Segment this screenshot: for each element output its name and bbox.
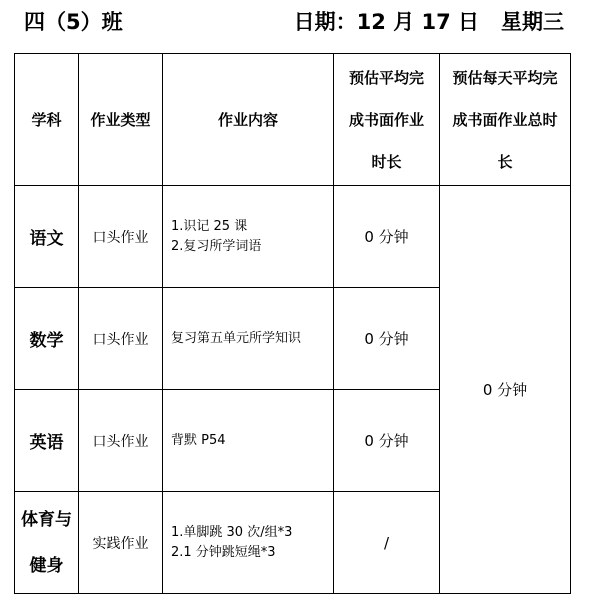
type-cell: 实践作业 bbox=[79, 492, 163, 594]
col-header-daily-total-line: 预估每天平均完 bbox=[452, 68, 558, 87]
content-line: 复习第五单元所学知识 bbox=[171, 330, 302, 346]
content-line: 2.复习所学词语 bbox=[171, 238, 262, 254]
content-line: 1.识记 25 课 bbox=[171, 218, 248, 234]
subject-line: 健身 bbox=[29, 555, 64, 576]
content-cell bbox=[163, 288, 334, 390]
type-cell: 口头作业 bbox=[79, 390, 163, 492]
col-header-daily-total bbox=[440, 54, 571, 186]
content-line: 2.1 分钟跳短绳*3 bbox=[171, 544, 276, 560]
time-cell: / bbox=[334, 492, 440, 594]
type-cell: 口头作业 bbox=[79, 186, 163, 288]
weekday-label: 星期三 bbox=[501, 10, 564, 34]
subject-cell bbox=[15, 492, 79, 594]
subject-cell: 语文 bbox=[15, 186, 79, 288]
col-header-est-time-line: 预估平均完 bbox=[348, 68, 424, 87]
time-cell: 0 分钟 bbox=[334, 186, 440, 288]
col-header-subject: 学科 bbox=[15, 54, 79, 186]
type-cell: 口头作业 bbox=[79, 288, 163, 390]
col-header-content: 作业内容 bbox=[163, 54, 334, 186]
page-header bbox=[0, 0, 590, 44]
col-header-est-time-line: 时长 bbox=[371, 152, 402, 171]
content-line: 1.单脚跳 30 次/组*3 bbox=[171, 524, 293, 540]
class-name: 四（5）班 bbox=[24, 10, 123, 34]
content-cell bbox=[163, 186, 334, 288]
col-header-est-time-line: 成书面作业 bbox=[348, 110, 424, 129]
date-line bbox=[294, 6, 564, 36]
daily-total-cell: 0 分钟 bbox=[440, 186, 571, 594]
subject-cell: 数学 bbox=[15, 288, 79, 390]
table-row bbox=[15, 186, 571, 288]
content-line: 背默 P54 bbox=[171, 432, 226, 448]
col-header-est-time bbox=[334, 54, 440, 186]
subject-line: 体育与 bbox=[21, 509, 72, 530]
subject-cell: 英语 bbox=[15, 390, 79, 492]
time-cell: 0 分钟 bbox=[334, 390, 440, 492]
table-header-row bbox=[15, 54, 571, 186]
content-cell bbox=[163, 492, 334, 594]
col-header-type: 作业类型 bbox=[79, 54, 163, 186]
date-label: 日期：12 月 17 日 bbox=[293, 10, 480, 34]
time-cell: 0 分钟 bbox=[334, 288, 440, 390]
col-header-daily-total-line: 长 bbox=[497, 152, 513, 171]
content-cell bbox=[163, 390, 334, 492]
col-header-daily-total-line: 成书面作业总时 bbox=[452, 110, 558, 129]
homework-table bbox=[14, 53, 571, 594]
